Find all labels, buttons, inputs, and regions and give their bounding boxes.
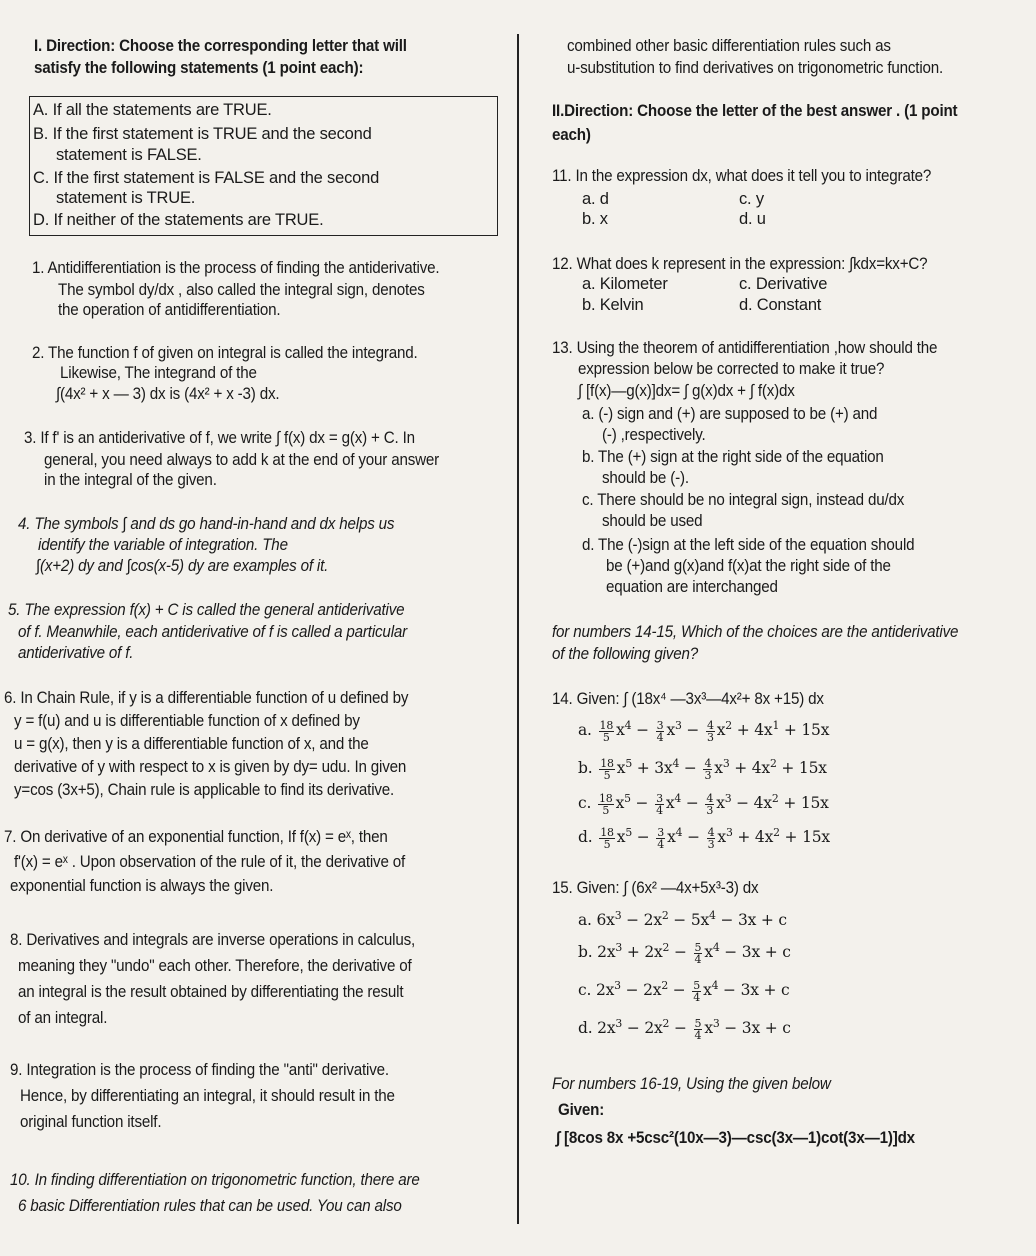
q6-line-2: y = f(u) and u is differentiable function of x defined by <box>14 712 360 730</box>
choice-a: A. If all the statements are TRUE. <box>33 101 272 119</box>
q9-line-2: Hence, by differentiating an integral, it should result in the <box>20 1087 395 1105</box>
q15-option-c-label: c. <box>578 981 592 1000</box>
q12-option-c: c. Derivative <box>739 275 828 293</box>
q12-stem: 12. What does k represent in the expression: ∫kdx=kx+C? <box>552 255 928 273</box>
q13-stem-line-2: expression below be corrected to make it true? <box>578 360 885 378</box>
q8-line-2: meaning they "undo" each other. Therefore, the derivative of <box>18 957 412 975</box>
q10-line-1: 10. In finding differentiation on trigonometric function, there are <box>10 1171 420 1189</box>
q2-line-2: Likewise, The integrand of the <box>60 364 257 382</box>
q15-option-a: a. $6x^3 - 2x^2 - 5x^4 - 3x + c$ <box>578 909 787 930</box>
instructions-14-15-line-1: for numbers 14-15, Which of the choices are the antiderivative <box>552 623 959 641</box>
direction-2-line-2: each) <box>552 126 591 144</box>
choice-c-line-1: C. If the first statement is FALSE and the second <box>33 169 380 187</box>
q11-stem: 11. In the expression dx, what does it tell you to integrate? <box>552 167 932 185</box>
q6-line-5: y=cos (3x+5), Chain rule is applicable to find its derivative. <box>14 781 395 799</box>
q15-given: 15. Given: ∫ (6x² —4x+5x³-3) dx <box>552 879 759 897</box>
q14-option-b-label: b. <box>578 759 593 778</box>
q11-option-b: b. x <box>582 210 608 228</box>
instructions-14-15-line-2: of the following given? <box>552 645 698 663</box>
q4-line-1: 4. The symbols ∫ and ds go hand-in-hand and dx helps us <box>18 515 395 533</box>
q2-line-3: ∫(4x² + x — 3) dx is (4x² + x -3) dx. <box>56 385 280 403</box>
q11-option-c: c. y <box>739 190 764 208</box>
q13-option-c-line-2: should be used <box>602 512 703 530</box>
direction-1-line-2: satisfy the following statements (1 point each): <box>34 59 364 77</box>
q13-option-d-line-2: be (+)and g(x)and f(x)at the right side of the <box>606 557 891 575</box>
q8-line-3: an integral is the result obtained by differentiating the result <box>18 983 404 1001</box>
q13-option-a-line-2: (-) ,respectively. <box>602 426 706 444</box>
q14-given: 14. Given: ∫ (18x⁴ —3x³—4x²+ 8x +15) dx <box>552 690 824 708</box>
q2-line-1: 2. The function f of given on integral is called the integrand. <box>32 344 418 362</box>
q13-option-a-line-1: a. (-) sign and (+) are supposed to be (+) and <box>582 405 878 423</box>
direction-2-line-1: II.Direction: Choose the letter of the best answer . (1 point <box>552 102 958 120</box>
q10-line-2: 6 basic Differentiation rules that can be used. You can also <box>18 1197 402 1215</box>
choice-c-line-2: statement is TRUE. <box>56 189 196 207</box>
q11-option-d: d. u <box>739 210 766 228</box>
q13-expression: ∫ [f(x)—g(x)]dx= ∫ g(x)dx + ∫ f(x)dx <box>578 382 795 400</box>
choice-b-line-2: statement is FALSE. <box>56 146 202 164</box>
q6-line-4: derivative of y with respect to x is given by dy= udu. In given <box>14 758 407 776</box>
q12-option-d: d. Constant <box>739 296 822 314</box>
q13-option-b-line-2: should be (-). <box>602 469 689 487</box>
choice-b-line-1: B. If the first statement is TRUE and the second <box>33 125 372 143</box>
q13-stem-line-1: 13. Using the theorem of antidifferentiation ,how should the <box>552 339 938 357</box>
q8-line-1: 8. Derivatives and integrals are inverse operations in calculus, <box>10 931 416 949</box>
q15-option-a-label: a. <box>578 911 592 930</box>
q15-option-b: b. $2x^3 + 2x^2$ − $\frac{5}{4}$ $x^4 - 3x + c$ <box>578 940 791 966</box>
q1-line-1: 1. Antidifferentiation is the process of finding the antiderivative. <box>32 259 440 277</box>
q5-line-3: antiderivative of f. <box>18 644 134 662</box>
q14-option-a: a. $\frac{18}{5}$ $x^4$ − $\frac{3}{4}$ $x^3$ − $\frac{4}{3}$ $x^2 + 4x^1 + 15x$ <box>578 718 830 744</box>
q15-option-d-label: d. <box>578 1019 593 1038</box>
q13-option-c-line-1: c. There should be no integral sign, instead du/dx <box>582 491 905 509</box>
q14-option-c: c. $\frac{18}{5}$ $x^5$ − $\frac{3}{4}$ $x^4$ − $\frac{4}{3}$ $x^3 - 4x^2 + 15x$ <box>578 791 829 817</box>
q14-option-c-label: c. <box>578 794 592 813</box>
q5-line-2: of f. Meanwhile, each antiderivative of f is called a particular <box>18 623 408 641</box>
direction-1-line-1: I. Direction: Choose the corresponding letter that will <box>34 37 407 55</box>
instructions-16-19-line-1: For numbers 16-19, Using the given below <box>552 1075 831 1093</box>
q9-line-3: original function itself. <box>20 1113 162 1131</box>
q14-option-b: b. $\frac{18}{5}$ $x^5 + 3x^4$ − $\frac{4}{3}$ $x^3 + 4x^2 + 15x$ <box>578 756 827 782</box>
q9-line-1: 9. Integration is the process of finding the "anti" derivative. <box>10 1061 389 1079</box>
column-divider <box>517 34 519 1224</box>
q14-option-d-label: d. <box>578 828 593 847</box>
q7-line-3: exponential function is always the given. <box>10 877 274 895</box>
q6-line-3: u = g(x), then y is a differentiable function of x, and the <box>14 735 369 753</box>
q12-option-a: a. Kilometer <box>582 275 668 293</box>
q3-line-1: 3. If f' is an antiderivative of f, we write ∫ f(x) dx = g(x) + C. In <box>24 429 415 447</box>
q11-option-a: a. d <box>582 190 609 208</box>
q7-line-2: f'(x) = eˣ . Upon observation of the rule of it, the derivative of <box>14 853 406 871</box>
q14-option-d: d. $\frac{18}{5}$ $x^5$ − $\frac{3}{4}$ $x^4$ − $\frac{4}{3}$ $x^3 + 4x^2 + 15x$ <box>578 825 830 851</box>
q13-option-b-line-1: b. The (+) sign at the right side of the equation <box>582 448 884 466</box>
q15-option-d: d. $2x^3 - 2x^2$ − $\frac{5}{4}$ $x^3 - 3x + c$ <box>578 1016 791 1042</box>
choice-d: D. If neither of the statements are TRUE. <box>33 211 324 229</box>
q12-option-b: b. Kelvin <box>582 296 644 314</box>
q6-line-1: 6. In Chain Rule, if y is a differentiable function of u defined by <box>4 689 409 707</box>
q10-continued-line-2: u-substitution to find derivatives on trigonometric function. <box>567 59 944 77</box>
instructions-16-19-given-label: Given: <box>558 1101 605 1119</box>
q15-option-b-label: b. <box>578 943 593 962</box>
q4-line-3: ∫(x+2) dy and ∫cos(x-5) dy are examples of it. <box>36 557 329 575</box>
q10-continued-line-1: combined other basic differentiation rules such as <box>567 37 891 55</box>
instructions-16-19-expression: ∫ [8cos 8x +5csc²(10x—3)—csc(3x—1)cot(3x—1)]dx <box>556 1129 915 1147</box>
q1-line-3: the operation of antidifferentiation. <box>58 301 281 319</box>
q3-line-2: general, you need always to add k at the end of your answer <box>44 451 440 469</box>
q14-option-a-label: a. <box>578 721 592 740</box>
q1-line-2: The symbol dy/dx , also called the integral sign, denotes <box>58 281 425 299</box>
q4-line-2: identify the variable of integration. The <box>38 536 288 554</box>
q13-option-d-line-1: d. The (-)sign at the left side of the equation should <box>582 536 915 554</box>
q7-line-1: 7. On derivative of an exponential function, If f(x) = eˣ, then <box>4 828 388 846</box>
q13-option-d-line-3: equation are interchanged <box>606 578 778 596</box>
q8-line-4: of an integral. <box>18 1009 108 1027</box>
q3-line-3: in the integral of the given. <box>44 471 217 489</box>
q5-line-1: 5. The expression f(x) + C is called the general antiderivative <box>8 601 405 619</box>
q15-option-c: c. $2x^3 - 2x^2$ − $\frac{5}{4}$ $x^4 - 3x + c$ <box>578 978 790 1004</box>
